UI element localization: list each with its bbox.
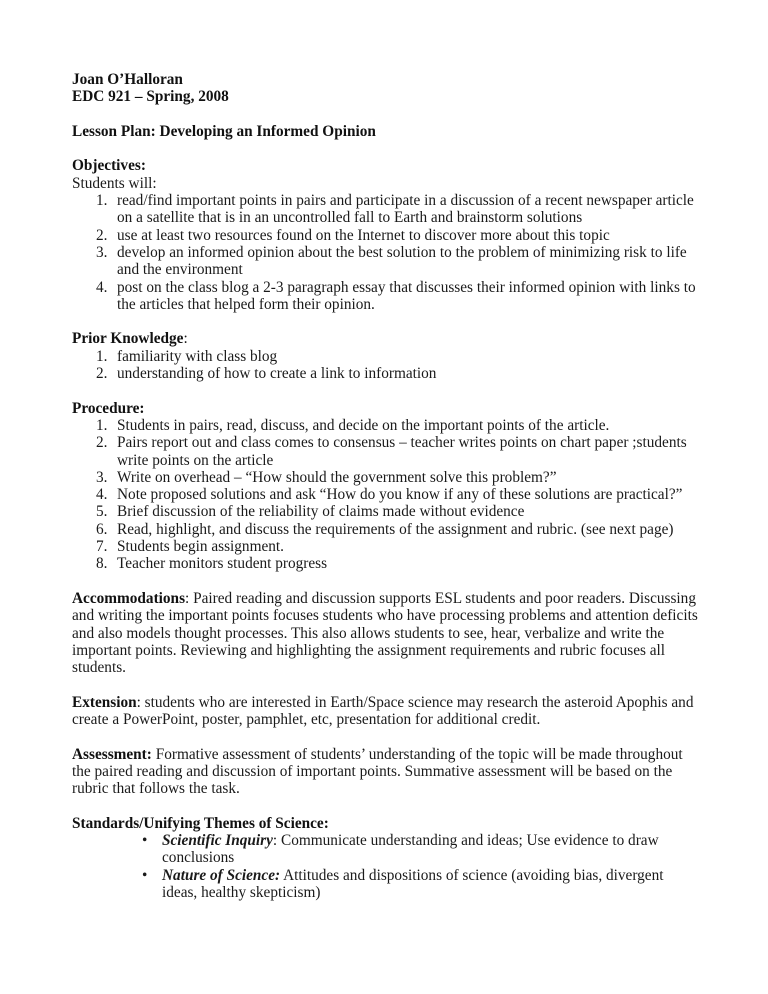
list-item: 6. Read, highlight, and discuss the requirements of the assignment and rubric. (see next page) bbox=[96, 520, 674, 538]
list-item: • Nature of Science: Attitudes and dispositions of science (avoiding bias, divergent ideas, healthy skepticism) bbox=[142, 866, 664, 901]
list-item: 5. Brief discussion of the reliability of claims made without evidence bbox=[96, 503, 525, 521]
extension-paragraph: Extension: students who are interested in Earth/Space science may research the asteroid Apophis and create a PowerPoint, poster, pamphlet, etc, presentation for additional credit. bbox=[72, 693, 694, 728]
objectives-section bbox=[72, 157, 702, 313]
list-item: 1. read/find important points in pairs and participate in a discussion of a recent newspaper article on a satellite that is in an uncontrolled fall to Earth and brainstorm solutions bbox=[96, 192, 694, 227]
assessment-paragraph: Assessment: Formative assessment of students’ understanding of the topic will be made throughout the paired reading and discussion of important points. Summative assessment will be based on the rubric that follows the task. bbox=[72, 745, 683, 798]
list-item: 7. Students begin assignment. bbox=[96, 538, 284, 556]
objectives-list bbox=[72, 192, 702, 313]
list-item: 2. understanding of how to create a link to information bbox=[96, 365, 437, 383]
procedure-heading: Procedure: bbox=[72, 399, 145, 417]
course-info: EDC 921 – Spring, 2008 bbox=[72, 88, 229, 106]
standards-section bbox=[72, 815, 702, 901]
objectives-intro: Students will: bbox=[72, 174, 157, 192]
document-page bbox=[72, 71, 702, 901]
list-item: • Scientific Inquiry: Communicate understanding and ideas; Use evidence to draw conclusions bbox=[142, 832, 659, 867]
list-item: 4. Note proposed solutions and ask “How do you know if any of these solutions are practical?” bbox=[96, 486, 683, 504]
procedure-section bbox=[72, 400, 702, 573]
prior-knowledge-list bbox=[72, 348, 702, 383]
list-item: 1. familiarity with class blog bbox=[96, 347, 278, 365]
prior-knowledge-heading: Prior Knowledge: bbox=[72, 330, 188, 348]
extension-heading: Extension bbox=[72, 693, 137, 711]
bullet-icon: • bbox=[142, 832, 148, 850]
list-item: 3. Write on overhead – “How should the government solve this problem?” bbox=[96, 468, 557, 486]
list-item: 2. Pairs report out and class comes to consensus – teacher writes points on chart paper ;students write points on the article bbox=[96, 434, 687, 469]
prior-knowledge-section bbox=[72, 330, 702, 382]
list-item: 8. Teacher monitors student progress bbox=[96, 555, 328, 573]
list-item: 1. Students in pairs, read, discuss, and decide on the important points of the article. bbox=[96, 416, 610, 434]
accommodations-heading: Accommodations bbox=[72, 589, 186, 607]
list-item: 2. use at least two resources found on the Internet to discover more about this topic bbox=[96, 226, 610, 244]
lesson-title: Lesson Plan: Developing an Informed Opinion bbox=[72, 122, 376, 140]
assessment-heading: Assessment: bbox=[72, 745, 152, 763]
author-name: Joan O’Halloran bbox=[72, 71, 183, 88]
objectives-heading: Objectives: bbox=[72, 157, 146, 175]
procedure-list bbox=[72, 417, 702, 573]
bullet-icon: • bbox=[142, 866, 148, 884]
standards-heading: Standards/Unifying Themes of Science: bbox=[72, 814, 329, 832]
accommodations-paragraph: Accommodations: Paired reading and discussion supports ESL students and poor readers. Discussing and writing the important points focuses students who have processing problems and attention deficits and also models thought processes. This also allows students to see, hear, verbalize and write the important points. Reviewing and highlighting the assignment requirements and rubric focuses all students. bbox=[72, 589, 698, 677]
list-item: 4. post on the class blog a 2-3 paragraph essay that discusses their informed opinion with links to the articles that helped form their opinion. bbox=[96, 278, 696, 313]
list-item: 3. develop an informed opinion about the best solution to the problem of minimizing risk to life and the environment bbox=[96, 243, 687, 279]
standards-list bbox=[72, 832, 702, 901]
